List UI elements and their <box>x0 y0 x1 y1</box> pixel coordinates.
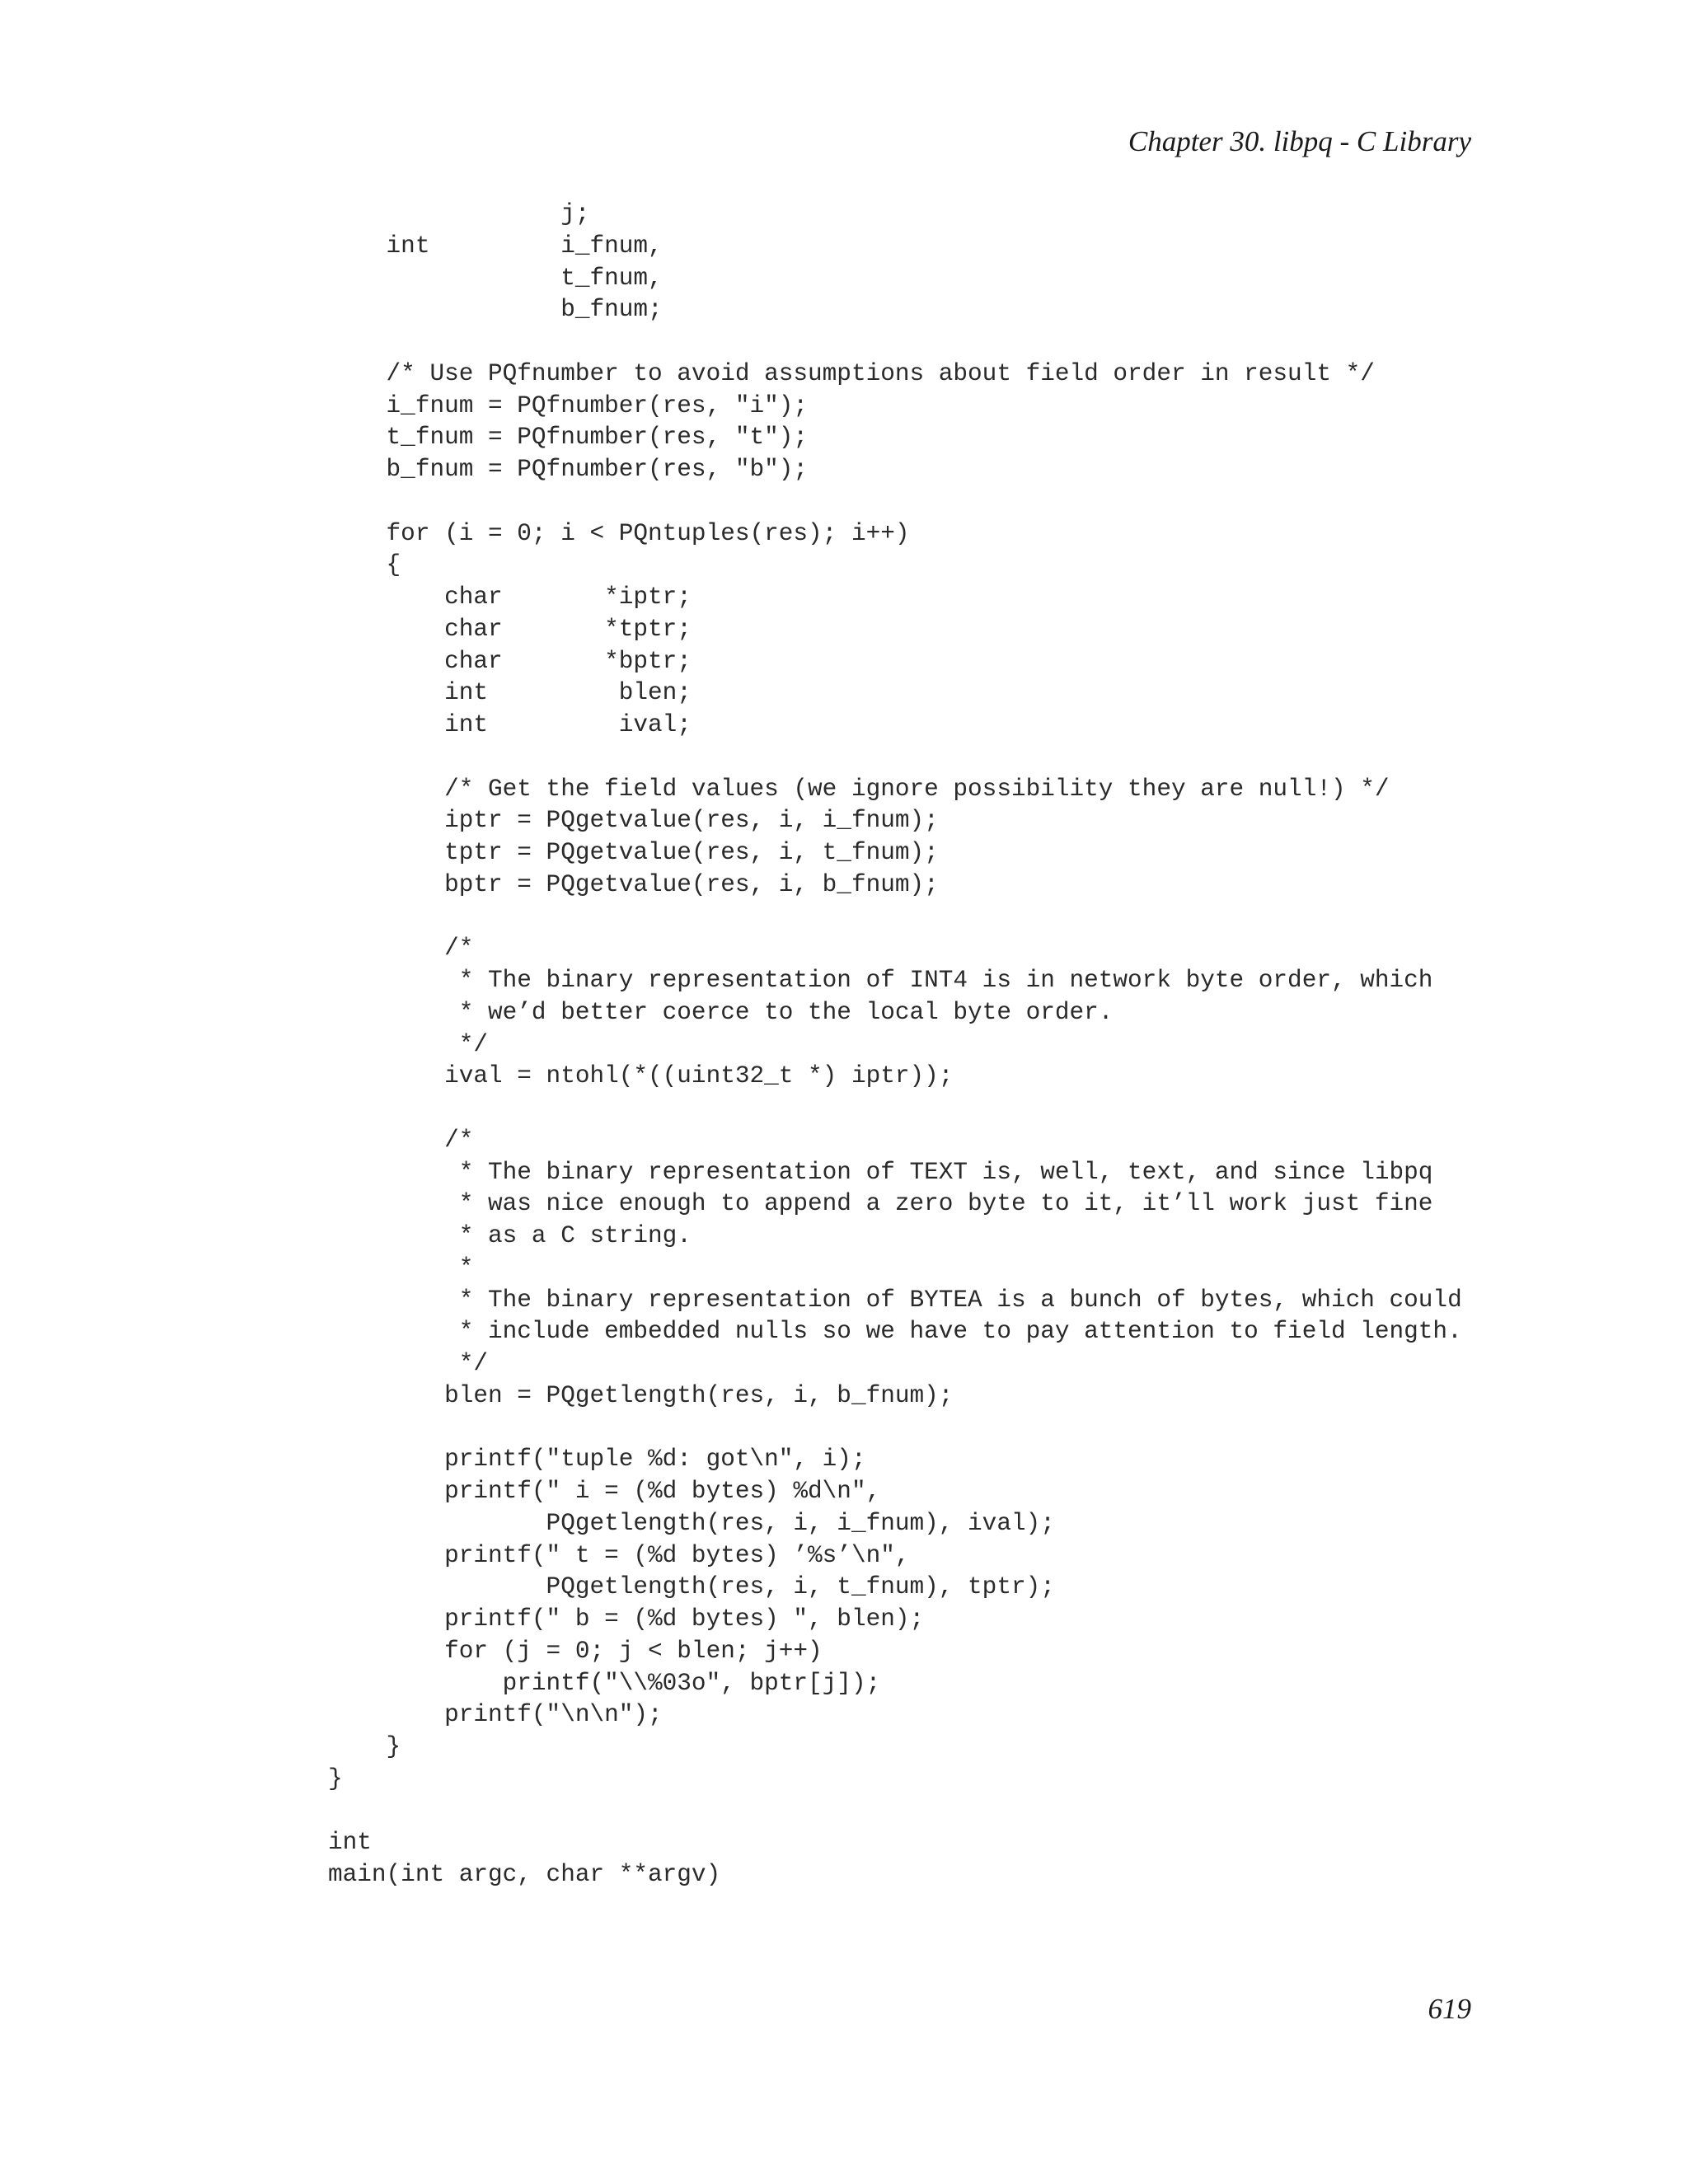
code-line: * The binary representation of TEXT is, well, text, and since libpq <box>328 1158 1433 1186</box>
running-header: Chapter 30. libpq - C Library <box>1128 125 1471 157</box>
code-line: * we’d better coerce to the local byte order. <box>328 998 1114 1026</box>
code-line: { <box>328 551 401 579</box>
code-line: for (j = 0; j < blen; j++) <box>328 1637 823 1665</box>
code-line: /* Get the field values (we ignore possibility they are null!) */ <box>328 775 1390 803</box>
code-line: printf(" t = (%d bytes) ’%s’\n", <box>328 1541 910 1569</box>
code-line: * <box>328 1254 474 1282</box>
page-number: 619 <box>1428 1993 1471 2025</box>
code-line: ival = ntohl(*((uint32_t *) iptr)); <box>328 1062 954 1090</box>
code-line: printf("\\%03o", bptr[j]); <box>328 1669 881 1697</box>
code-line: t_fnum, <box>328 264 663 292</box>
code-line: j; <box>328 200 590 227</box>
code-line: t_fnum = PQfnumber(res, "t"); <box>328 424 809 452</box>
code-line: b_fnum = PQfnumber(res, "b"); <box>328 456 809 483</box>
code-line: } <box>328 1765 343 1793</box>
code-line: b_fnum; <box>328 296 663 324</box>
code-line: blen = PQgetlength(res, i, b_fnum); <box>328 1381 954 1409</box>
code-line: for (i = 0; i < PQntuples(res); i++) <box>328 519 910 547</box>
code-line: bptr = PQgetvalue(res, i, b_fnum); <box>328 870 939 898</box>
code-line: printf(" b = (%d bytes) ", blen); <box>328 1605 925 1633</box>
code-line: /* <box>328 1126 474 1154</box>
code-line: printf("tuple %d: got\n", i); <box>328 1446 866 1474</box>
code-line: * The binary representation of INT4 is in network byte order, which <box>328 967 1433 994</box>
code-line <box>328 902 1462 934</box>
code-line: PQgetlength(res, i, i_fnum), ival); <box>328 1509 1055 1537</box>
code-line <box>328 486 1462 518</box>
code-line: i_fnum = PQfnumber(res, "i"); <box>328 391 809 419</box>
code-line <box>328 1093 1462 1125</box>
code-line: int i_fnum, <box>328 232 663 260</box>
code-line: printf("\n\n"); <box>328 1701 663 1729</box>
code-line: int ival; <box>328 711 692 738</box>
code-line: PQgetlength(res, i, t_fnum), tptr); <box>328 1573 1055 1601</box>
code-line: char *bptr; <box>328 647 692 675</box>
code-line: */ <box>328 1030 489 1058</box>
code-line: */ <box>328 1350 489 1377</box>
code-line: tptr = PQgetvalue(res, i, t_fnum); <box>328 839 939 866</box>
code-line: /* Use PQfnumber to avoid assumptions about field order in result */ <box>328 359 1375 387</box>
code-line: } <box>328 1733 401 1760</box>
code-line <box>328 1413 1462 1445</box>
code-line: char *iptr; <box>328 583 692 611</box>
code-line <box>328 742 1462 774</box>
code-line: char *tptr; <box>328 615 692 643</box>
code-line: int <box>328 1829 372 1857</box>
code-line: * include embedded nulls so we have to pay attention to field length. <box>328 1318 1462 1346</box>
code-line <box>328 326 1462 359</box>
code-line: * was nice enough to append a zero byte to it, it’ll work just fine <box>328 1190 1433 1218</box>
code-line: /* <box>328 935 474 963</box>
code-line: * as a C string. <box>328 1222 692 1249</box>
code-line: printf(" i = (%d bytes) %d\n", <box>328 1478 881 1505</box>
code-line: * The binary representation of BYTEA is a bunch of bytes, which could <box>328 1286 1462 1314</box>
code-line: main(int argc, char **argv) <box>328 1861 721 1888</box>
code-line: iptr = PQgetvalue(res, i, i_fnum); <box>328 807 939 835</box>
code-line: int blen; <box>328 679 692 707</box>
code-listing <box>328 199 1462 1891</box>
code-line <box>328 1796 1462 1828</box>
